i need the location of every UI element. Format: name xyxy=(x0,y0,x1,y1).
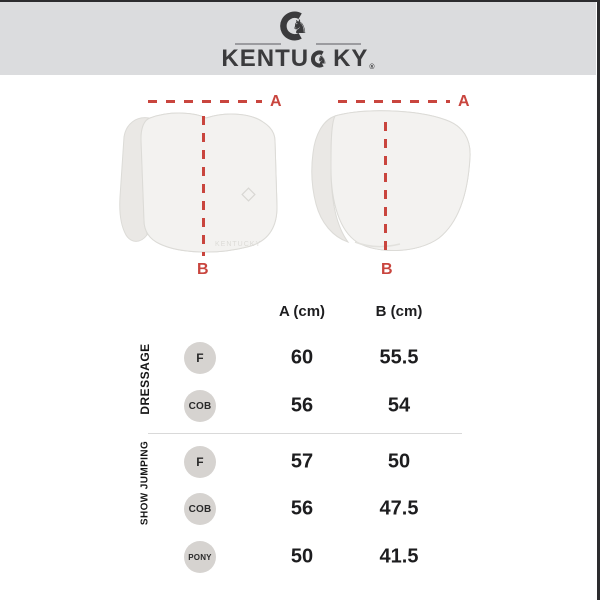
measure-a-label-dressage: A xyxy=(270,93,282,110)
column-header-b: B (cm) xyxy=(375,303,423,320)
value-b: 47.5 xyxy=(379,497,419,520)
size-badge: COB xyxy=(184,493,216,525)
table-row xyxy=(140,492,470,526)
size-badge: PONY xyxy=(184,541,216,573)
column-header-a: A (cm) xyxy=(278,303,326,320)
section-divider xyxy=(148,433,462,434)
value-b: 54 xyxy=(387,394,411,417)
horse-glyph: ♞ xyxy=(291,15,309,38)
value-a: 56 xyxy=(290,497,314,520)
value-b: 55.5 xyxy=(379,346,419,369)
section-label-show-jumping: SHOW JUMPING xyxy=(139,440,151,526)
value-b: 41.5 xyxy=(379,545,419,568)
table-row xyxy=(140,341,470,375)
horse-glyph-small: ♞ xyxy=(316,52,328,67)
height-measure-line-dressage xyxy=(202,116,205,256)
size-badge: F xyxy=(184,446,216,478)
measure-b-label-dressage: B xyxy=(197,261,209,278)
value-b: 50 xyxy=(387,450,411,473)
table-row xyxy=(140,389,470,423)
registered-mark: ® xyxy=(369,64,375,71)
value-a: 60 xyxy=(290,346,314,369)
measure-b-label-jumping: B xyxy=(381,261,393,278)
table-row xyxy=(140,540,470,574)
value-a: 56 xyxy=(290,394,314,417)
header-band xyxy=(0,2,596,75)
section-label-dressage: DRESSAGE xyxy=(138,343,152,415)
horse-emblem-small-icon xyxy=(310,48,332,70)
jumping-pad xyxy=(312,111,470,251)
value-a: 50 xyxy=(290,545,314,568)
saddle-pads-illustration xyxy=(100,105,500,265)
brand-logo xyxy=(0,2,596,75)
pad-faint-wordmark: KENTUCKY xyxy=(215,241,262,248)
value-a: 57 xyxy=(290,450,314,473)
dressage-pad xyxy=(120,113,277,252)
size-badge: F xyxy=(184,342,216,374)
height-measure-line-jumping xyxy=(384,122,387,256)
brand-wordmark xyxy=(221,45,374,73)
wordmark-left: KENTU xyxy=(221,45,310,72)
top-edge-divider xyxy=(0,0,600,2)
table-row xyxy=(140,445,470,479)
horse-emblem-icon xyxy=(279,7,317,45)
wordmark-right: KY xyxy=(333,45,369,72)
width-measure-line-jumping xyxy=(338,100,450,103)
size-badge: COB xyxy=(184,390,216,422)
size-table xyxy=(140,295,470,590)
measure-a-label-jumping: A xyxy=(458,93,470,110)
width-measure-line-dressage xyxy=(148,100,262,103)
